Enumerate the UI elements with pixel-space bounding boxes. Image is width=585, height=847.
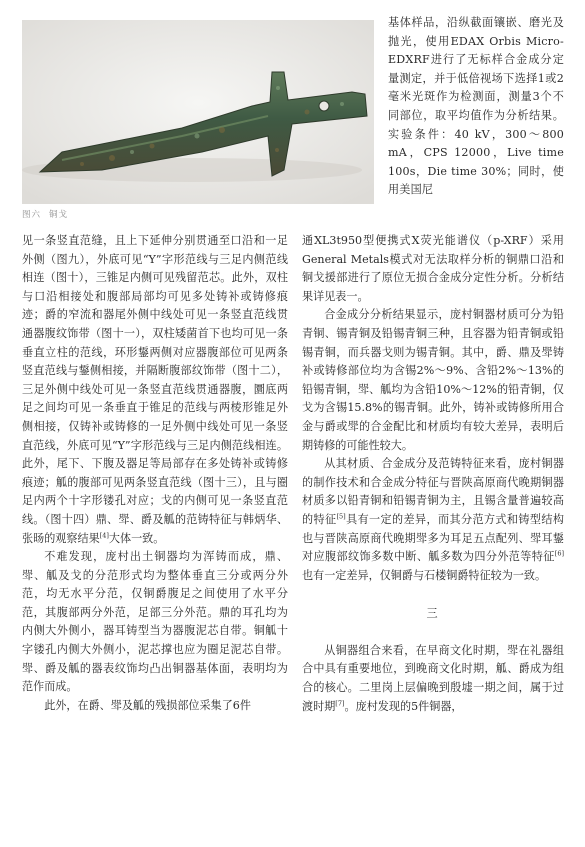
paragraph-text: 大体一致。 [108,531,165,545]
right-top-column [388,14,564,200]
footnote-ref[interactable]: [6] [554,549,564,558]
paragraph [302,455,564,585]
section-heading: 三 [426,607,440,621]
figure-label: 图六 [22,210,42,220]
right-column [302,232,564,716]
bronze-ge-image [22,20,374,204]
paragraph [22,232,288,548]
footnote-ref[interactable]: [7] [335,698,345,707]
paragraph-text: 也有一定差异，仅铜爵与石楼铜爵特征较为一致。 [302,568,547,582]
footnote-ref[interactable]: [5] [336,512,346,521]
paragraph-text: 。庞村发现的5件铜器， [344,699,463,713]
paragraph: 基体样品，沿纵截面镶嵌、磨光及抛光，使用EDAX Orbis Micro-EDXRF进行了无标样合金成分定量测定，并于低倍视场下选择1或2毫米光斑作为检测面，测量3个不同部位，取平均值作为分析结果。实验条件：40 kV，300～800 mA，CPS 12000，Live time 100s，Die time 30%；同时，使用美国尼 [388,16,564,197]
footnote-ref[interactable]: [4] [99,530,109,539]
left-column [22,232,288,715]
figure-title: 铜戈 [49,210,69,220]
figure-caption [22,208,68,220]
paragraph-text: 见一条竖直范缝，且上下延伸分别贯通至口沿和一足外侧（图九），外底可见“Y”字形范线与三足内侧范线相连（图十），三锥足内侧可见残留范芯。此外，双柱与口沿相接处和腹部局部均可见多处铸补或铸修痕迹；爵的窄流和器尾外侧中线处可见一条竖直范线贯通器腹纹饰带（图十一），双柱矮菌首下也均可见一条垂直立柱的范线，环形鋬两侧对应器腹部位可见两条竖直范线与鋬侧相接，并隔断腹部纹饰带（图十二），三足外侧中线处可见一条竖直范线贯通器腹，圜底两足之间均可见一条垂直于锥足的范线与两棱形锥足外侧相接，仅铸补或铸修的一足外侧中线处可见一条竖直范线，外底可见“Y”字形范线与三足内侧范线相连。此外，尾下、下腹及器足等局部存在多处铸补或铸修痕迹；觚的腹部可见两条竖直范线（图十三），且与圈足内两个十字形镂孔对应；戈的内侧可见一条竖直范线。（图十四）鼎、斝、爵及觚的范铸特征与韩炳华、张旸的观察结果 [22,234,288,545]
paragraph: 不难发现，庞村出土铜器均为浑铸而成，鼎、斝、觚及戈的分范形式均为整体垂直三分或两分外范，均无水平分范，仅铜爵腹足之间使用了水平分范，其腹部两分外范，足部三分外范。鼎的耳孔均为内侧大外侧小，器耳铸型当为器腹泥芯自带。铜觚十字镂孔内侧大外侧小，泥芯撑也应为圈足泥芯自带。斝、爵及觚的器表纹饰均凸出铜器基体面，表明均为范作而成。 [22,550,288,694]
paragraph: 合金成分分析结果显示，庞村铜器材质可分为铅青铜、锡青铜及铅锡青铜三种，且容器为铅青铜或铅锡青铜，而兵器戈则为锡青铜。其中，爵、鼎及斝铸补或铸修部位均为含锡2%～9%、含铅2%～13%的铅锡青铜，斝、觚均为含铅10%～12%的铅青铜，仅戈为含锡15.8%的锡青铜。此外，铸补或铸修所用合金与爵或斝的合金配比和材质均有较大差异，表明后期铸修的可能性较大。 [302,308,564,452]
dagger-axe-photo [22,20,374,204]
paragraph: 通XL3t950型便携式X荧光能谱仪（p-XRF）采用General Metals模式对无法取样分析的铜鼎口沿和铜戈援部进行了原位无损合金成分定性分析。分析结果详见表一。 [302,234,564,303]
paragraph-text: 具有一定的差异，而其分范方式和铸型结构也与晋陕高原商代晚期斝多为耳足五点配列、斝耳鋬对应腹部纹饰多数中断、觚多数为四分外范等特征 [302,512,564,564]
paragraph-text: 从铜器组合来看，在早商文化时期，斝在礼器组合中具有重要地位，到晚商文化时期，觚、爵成为组合的核心。二里岗上层偏晚到殷墟一期之间，属于过渡时期 [302,643,564,713]
paragraph-text: 从其材质、合金成分及范铸特征来看，庞村铜器的制作技术和合金成分特征与晋陕高原商代晚期铜器材质多以铅青铜和铅锡青铜为主，且锡含量普遍较高的特征 [302,457,564,526]
paragraph [302,642,564,716]
paragraph: 此外，在爵、斝及觚的残损部位采集了6件 [44,698,251,712]
